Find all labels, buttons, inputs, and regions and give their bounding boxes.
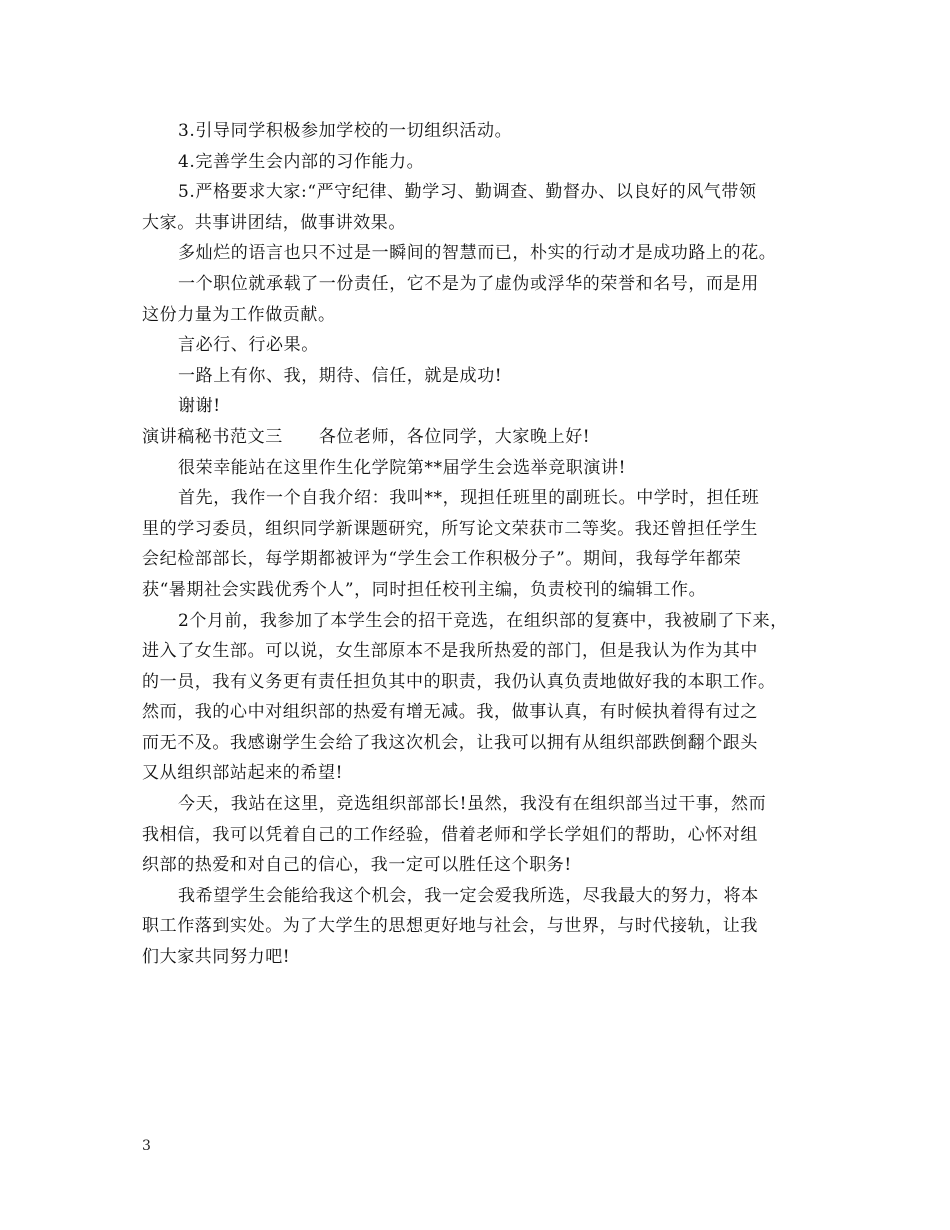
paragraph-line: 会纪检部部长，每学期都被评为“学生会工作积极分子”。期间，我每学年都荣 <box>142 549 742 570</box>
paragraph-line: 大家。共事讲团结，做事讲效果。 <box>142 212 406 233</box>
paragraph-hope <box>142 881 822 973</box>
paragraph-line: 这份力量为工作做贡献。 <box>142 304 336 325</box>
paragraph-line: 今天，我站在这里，竞选组织部部长!虽然，我没有在组织部当过干事，然而 <box>178 794 767 815</box>
paragraph-line: 一个职位就承载了一份责任，它不是为了虚伪或浮华的荣誉和名号，而是用 <box>178 273 759 294</box>
paragraph-line: 首先，我作一个自我介绍：我叫**，现担任班里的副班长。中学时，担任班 <box>178 488 760 509</box>
page-number: 3 <box>142 1138 151 1154</box>
paragraph-line: 我希望学生会能给我这个机会，我一定会爱我所选，尽我最大的努力，将本 <box>178 885 759 906</box>
paragraph: 言必行、行必果。 <box>178 335 319 356</box>
paragraph-line: 们大家共同努力吧! <box>142 947 291 968</box>
paragraph <box>142 177 822 238</box>
paragraph-line: 2个月前，我参加了本学生会的招干竞选，在组织部的复赛中，我被刷了下来， <box>178 610 788 631</box>
paragraph-today <box>142 789 822 881</box>
paragraph-line: 的一员，我有义务更有责任担负其中的职责，我仍认真负责地做好我的本职工作。 <box>142 671 776 692</box>
section-title: 演讲稿秘书范文三 <box>142 426 283 447</box>
paragraph-line: 进入了女生部。可以说，女生部原本不是我所热爱的部门，但是我认为作为其中 <box>142 641 758 662</box>
section-heading-row <box>142 422 822 453</box>
list-item: 4.完善学生会内部的习作能力。 <box>178 151 425 172</box>
paragraph: 多灿烂的语言也只不过是一瞬间的智慧而已，朴实的行动才是成功路上的花。 <box>178 243 777 264</box>
paragraph-line: 里的学习委员，组织同学新课题研究，所写论文荣获市二等奖。我还曾担任学生 <box>142 518 758 539</box>
paragraph-intro <box>142 483 822 605</box>
paragraph-line: 织部的热爱和对自己的信心，我一定可以胜任这个职务! <box>142 855 572 876</box>
paragraph-history <box>142 606 822 790</box>
paragraph-line: 又从组织部站起来的希望! <box>142 763 344 784</box>
paragraph-line: 职工作落到实处。为了大学生的思想更好地与社会，与世界，与时代接轨，让我 <box>142 916 758 937</box>
document-body <box>142 116 822 973</box>
paragraph: 谢谢! <box>178 396 221 417</box>
paragraph <box>142 269 822 330</box>
paragraph-line: 5.严格要求大家:“严守纪律、勤学习、勤调查、勤督办、以良好的风气带领 <box>178 182 757 203</box>
paragraph-line: 我相信，我可以凭着自己的工作经验，借着老师和学长学姐们的帮助，心怀对组 <box>142 824 758 845</box>
paragraph-line: 获“暑期社会实践优秀个人”，同时担任校刊主编，负责校刊的编辑工作。 <box>142 579 707 600</box>
paragraph-line: 而无不及。我感谢学生会给了我这次机会，让我可以拥有从组织部跌倒翻个跟头 <box>142 732 758 753</box>
paragraph-line: 然而，我的心中对组织部的热爱有增无减。我，做事认真，有时候执着得有过之 <box>142 702 758 723</box>
list-item: 3.引导同学积极参加学校的一切组织活动。 <box>178 121 513 141</box>
greeting: 各位老师，各位同学，大家晚上好! <box>318 426 591 447</box>
paragraph: 很荣幸能站在这里作生化学院第**届学生会选举竞职演讲! <box>178 457 627 478</box>
paragraph: 一路上有你、我，期待、信任，就是成功! <box>178 365 503 386</box>
